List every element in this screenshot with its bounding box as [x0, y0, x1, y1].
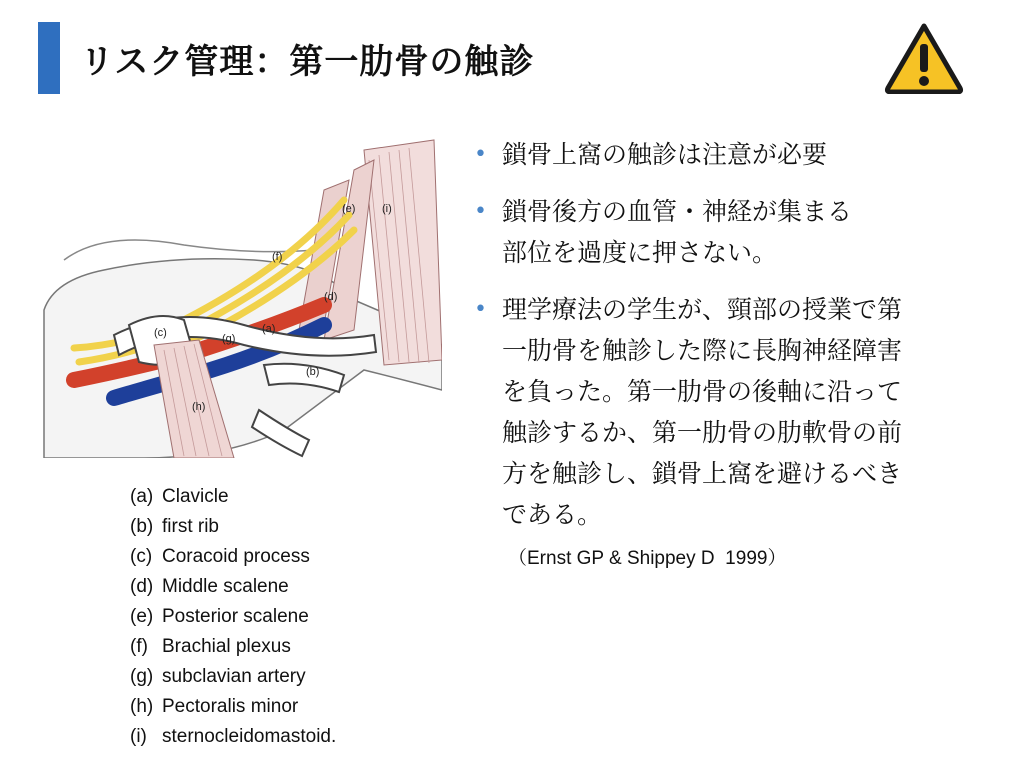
legend-item: (i) sternocleidomastoid. — [130, 726, 337, 747]
bullet-list — [470, 134, 990, 551]
figure-legend — [130, 482, 336, 752]
bullet-dot-icon: • — [474, 142, 487, 167]
legend-item: (f) Brachial plexus — [130, 636, 291, 657]
figure-label-h: (h) — [192, 401, 206, 413]
legend-item: (h) Pectoralis minor — [130, 696, 299, 717]
bullet-item: • 鎖骨後方の血管・神経が集まる 部位を過度に押さない。 — [470, 191, 990, 273]
figure-label-b: (b) — [306, 366, 320, 378]
figure-label-e: (e) — [342, 203, 356, 215]
legend-item: (c) Coracoid process — [130, 546, 310, 567]
figure-label-f: (f) — [272, 251, 283, 263]
anatomy-illustration — [24, 130, 442, 458]
citation: （Ernst GP & Shippey D 1999） — [508, 548, 787, 569]
figure-label-i: (i) — [382, 203, 392, 215]
warning-triangle-icon — [884, 22, 964, 94]
figure-label-c: (c) — [154, 327, 167, 339]
figure-label-d: (d) — [324, 291, 338, 303]
legend-item: (a) Clavicle — [130, 486, 229, 507]
figure-label-g: (g) — [222, 333, 236, 345]
figure-label-a: (a) — [262, 323, 276, 335]
bullet-item: • 鎖骨上窩の触診は注意が必要 — [470, 134, 990, 175]
legend-item: (g) subclavian artery — [130, 666, 306, 687]
bullet-dot-icon: • — [474, 297, 487, 322]
legend-item: (e) Posterior scalene — [130, 606, 309, 627]
title-accent-bar — [38, 22, 60, 94]
legend-item: (b) first rib — [130, 516, 219, 537]
bullet-dot-icon: • — [474, 199, 487, 224]
bullet-item: • 理学療法の学生が、頸部の授業で第 一肋骨を触診した際に長胸神経障害 を負った。第一肋骨の後軸に沿って 触診するか、第一肋骨の肋軟骨の前 方を触診し、鎖骨上窩を避けるべき である。 — [470, 289, 990, 535]
slide-title: リスク管理：第一肋骨の触診 — [80, 42, 535, 82]
legend-item: (d) Middle scalene — [130, 576, 289, 597]
